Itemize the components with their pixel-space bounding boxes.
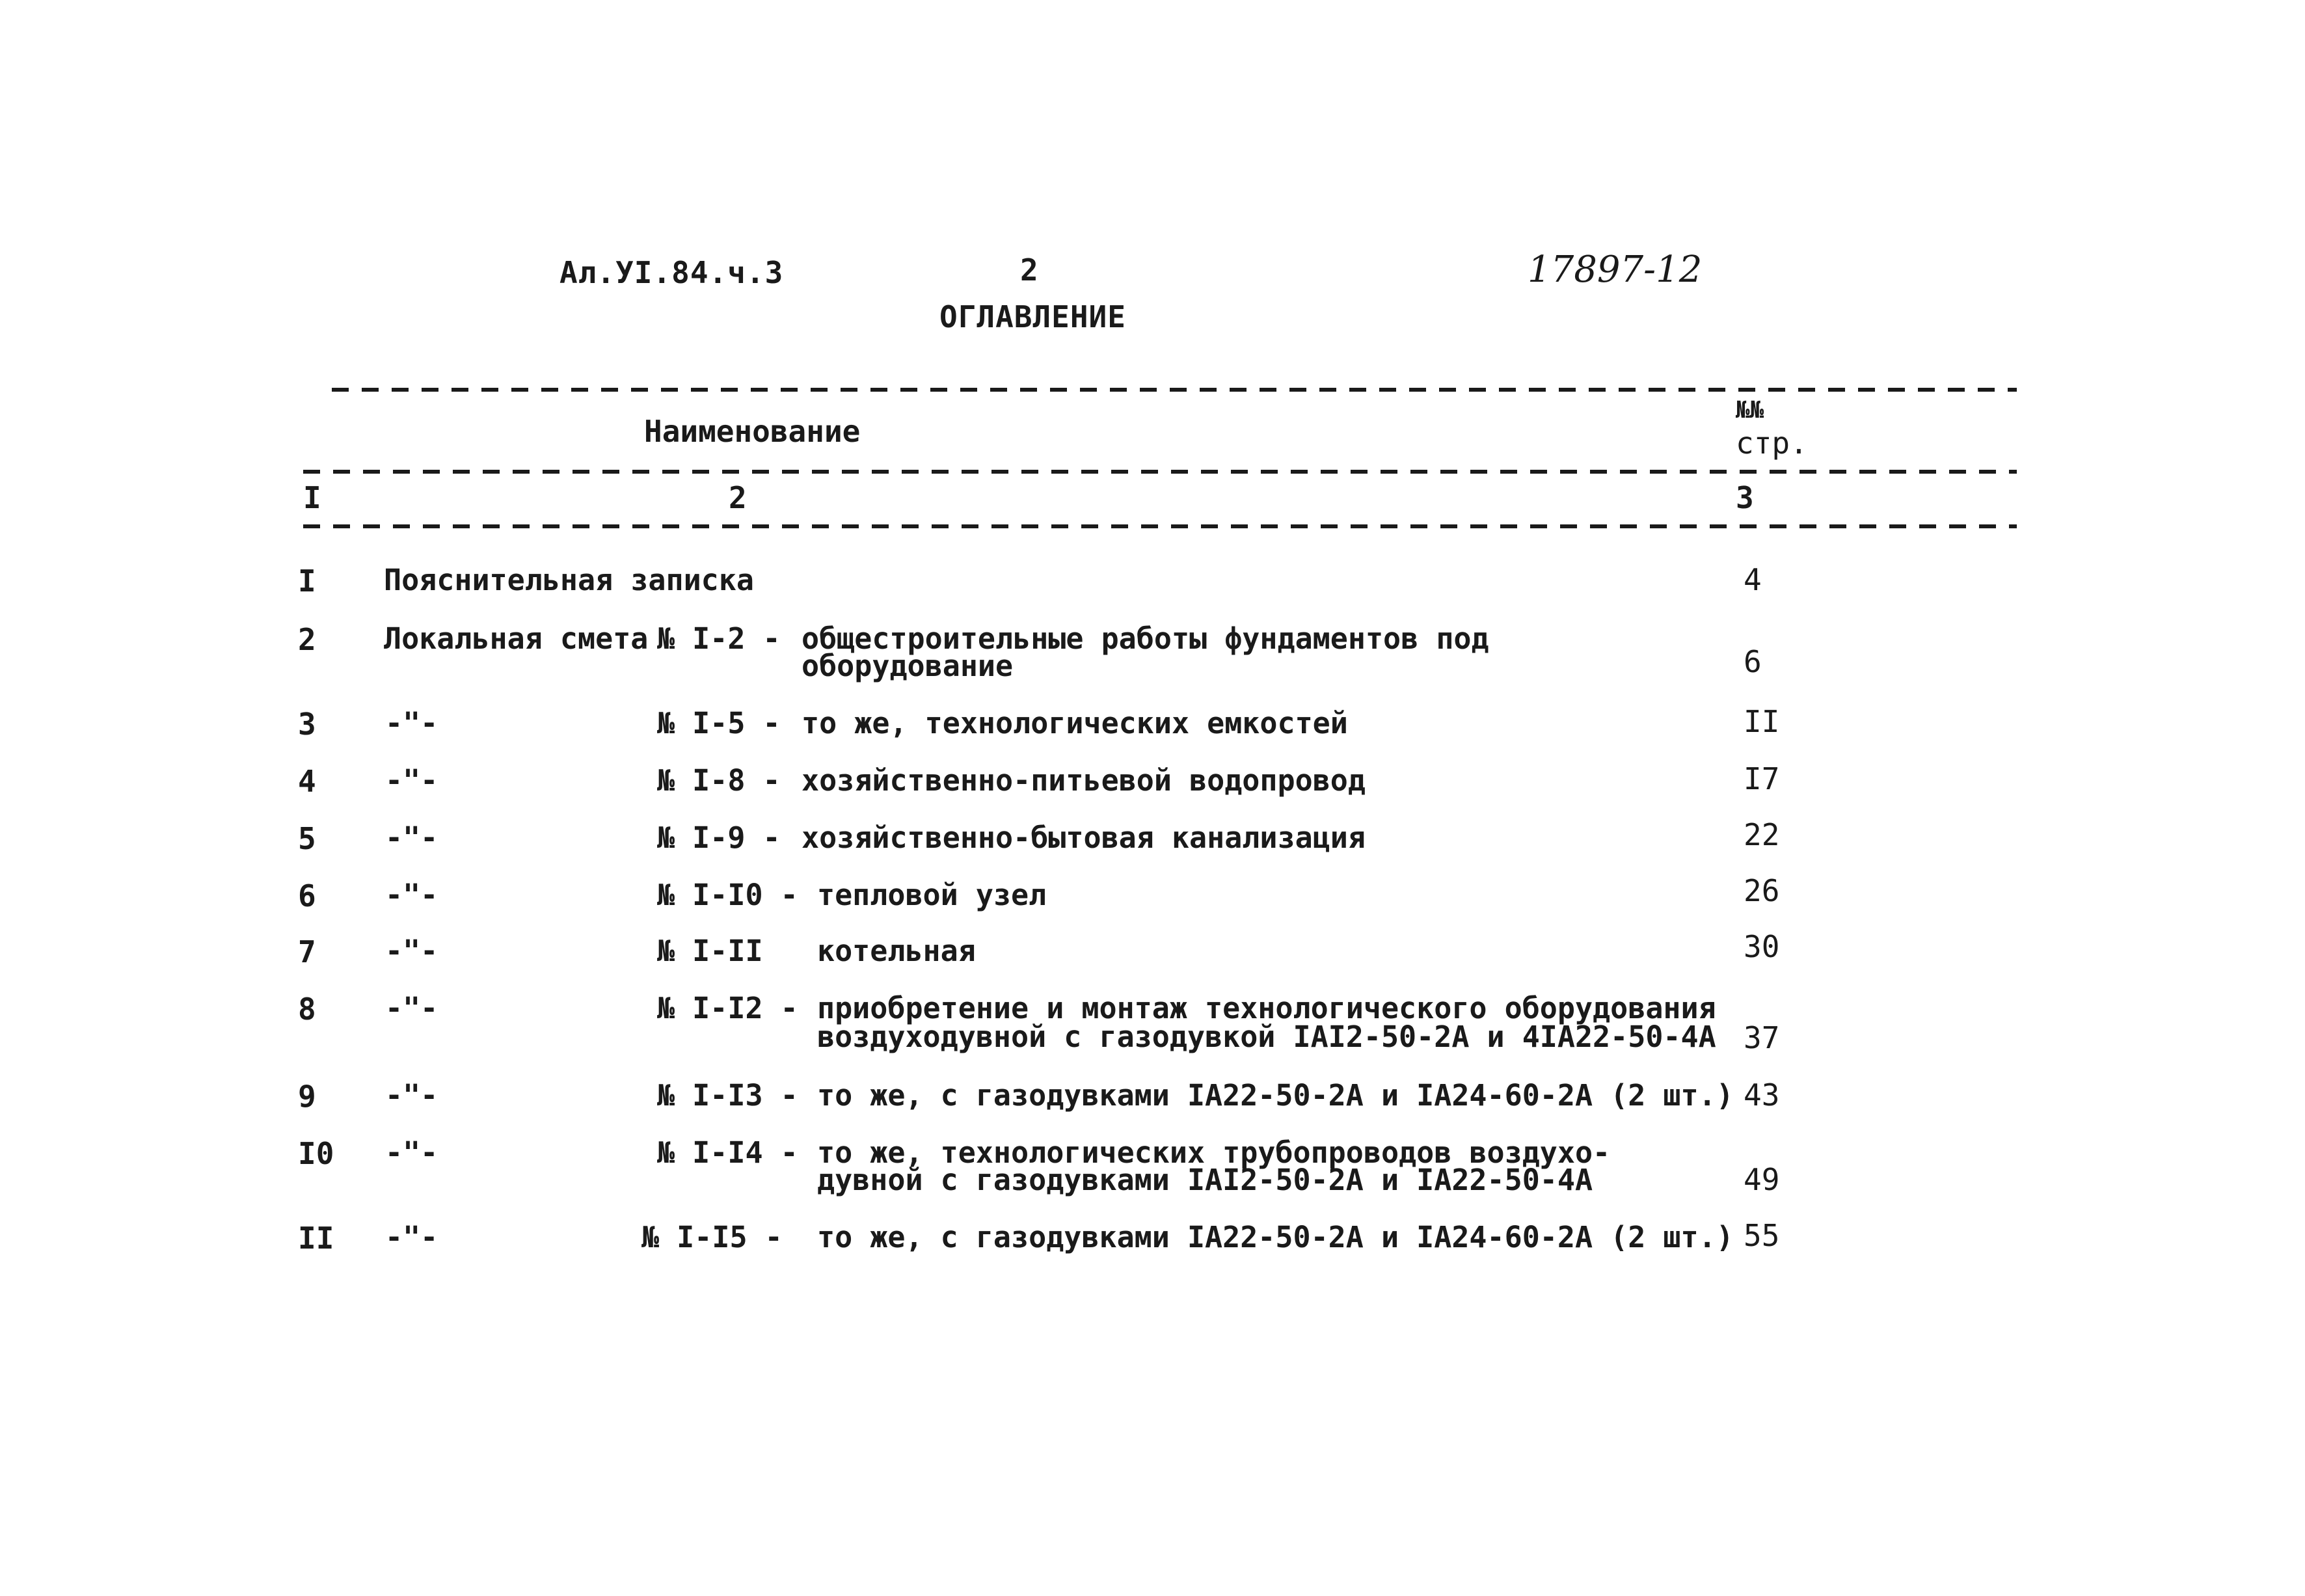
dashed-rule (332, 388, 2017, 392)
row-code: № I-I4 - (657, 1135, 798, 1170)
handwritten-number: 17897-12 (1528, 249, 1703, 291)
row-number: I (298, 563, 316, 599)
column-header-page: стр. (1736, 426, 1808, 461)
row-number: 8 (298, 992, 316, 1027)
dashed-rule (303, 524, 2017, 528)
page-number: 2 (1020, 252, 1039, 288)
row-description: то же, с газодувками IA22-50-2A и IA24-60-2A (2 шт.) (817, 1220, 1734, 1254)
row-code: № I-9 - (657, 820, 781, 855)
row-number: 4 (298, 764, 316, 799)
row-page: 30 (1744, 929, 1780, 964)
column-number-3: 3 (1736, 480, 1754, 515)
row-page: 43 (1744, 1077, 1780, 1113)
row-description: то же, технологических емкостей (802, 706, 1348, 740)
row-description: общестроительные работы фундаментов под (802, 621, 1489, 656)
row-label: -"- (385, 1078, 438, 1113)
row-description: котельная (817, 934, 976, 968)
row-page: 37 (1744, 1020, 1780, 1055)
column-number-1: I (303, 480, 321, 515)
row-number: 9 (298, 1079, 316, 1114)
row-description: то же, технологических трубопроводов воздухо- (817, 1135, 1611, 1170)
row-description-cont: дувной с газодувками IAI2-50-2A и IA22-50-4A (817, 1163, 1593, 1197)
row-label: -"- (385, 878, 438, 912)
row-number: 2 (298, 622, 316, 657)
row-code: № I-I2 - (657, 991, 798, 1025)
column-header-page-no: №№ (1736, 397, 1764, 424)
row-label: -"- (385, 991, 438, 1025)
row-code: № I-8 - (657, 763, 781, 798)
row-label: -"- (385, 1220, 438, 1254)
row-number: I0 (298, 1136, 334, 1171)
row-code: № I-2 - (657, 621, 781, 656)
row-code: № I-I3 - (657, 1078, 798, 1113)
row-label: Пояснительная записка (384, 563, 754, 597)
row-label: -"- (385, 1135, 438, 1170)
column-header-name: Наименование (644, 414, 861, 449)
row-page: 6 (1744, 644, 1762, 679)
row-page: 26 (1744, 873, 1780, 908)
page-title: ОГЛАВЛЕНИЕ (939, 299, 1126, 334)
row-code: № I-I5 - (641, 1220, 783, 1254)
row-number: 5 (298, 821, 316, 856)
row-description: приобретение и монтаж технологического оборудования (817, 991, 1716, 1025)
document-code: Ал.УI.84.ч.3 (559, 255, 784, 290)
row-page: 4 (1744, 562, 1762, 597)
row-description: хозяйственно-бытовая канализация (802, 820, 1366, 855)
row-number: 6 (298, 878, 316, 913)
row-description: хозяйственно-питьевой водопровод (802, 763, 1366, 798)
row-code: № I-II (657, 934, 763, 968)
row-page: 55 (1744, 1218, 1780, 1253)
dashed-rule (303, 470, 2017, 474)
row-page: 49 (1744, 1162, 1780, 1197)
row-description: то же, с газодувками IA22-50-2A и IA24-60-2A (2 шт.) (817, 1078, 1734, 1113)
row-code: № I-5 - (657, 706, 781, 740)
row-label: -"- (385, 934, 438, 968)
row-description-cont: воздуходувной с газодувкой IAI2-50-2A и 4IA22-50-4A (817, 1020, 1716, 1054)
row-description-cont: оборудование (802, 649, 1014, 683)
row-description: тепловой узел (817, 878, 1047, 912)
row-label: -"- (385, 706, 438, 740)
row-label: -"- (385, 763, 438, 798)
row-number: 7 (298, 934, 316, 969)
row-number: II (298, 1221, 334, 1256)
row-page: II (1744, 704, 1780, 739)
row-number: 3 (298, 707, 316, 742)
row-page: I7 (1744, 761, 1780, 796)
column-number-2: 2 (729, 480, 747, 515)
row-code: № I-I0 - (657, 878, 798, 912)
row-label: -"- (385, 820, 438, 855)
row-label: Локальная смета (384, 621, 649, 656)
row-page: 22 (1744, 817, 1780, 852)
